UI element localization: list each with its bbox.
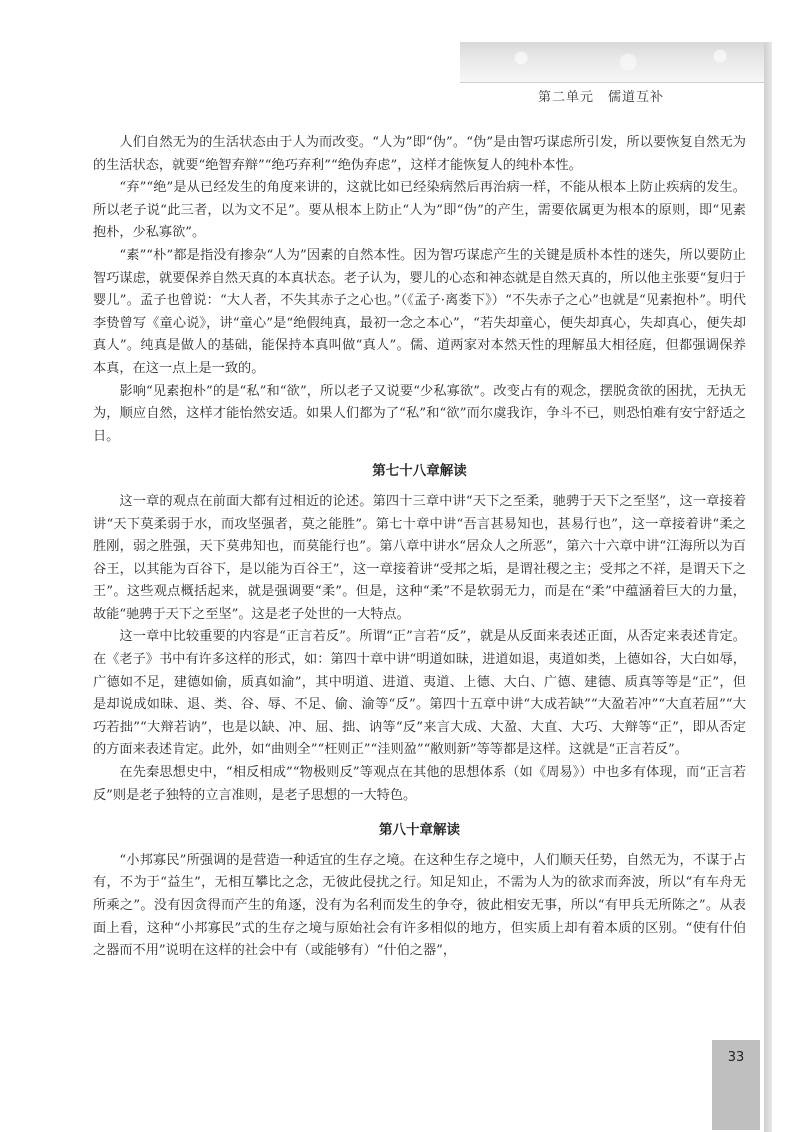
section-heading-78: 第七十八章解读 bbox=[372, 463, 467, 480]
paragraph: 在先秦思想史中，“相反相成”“物极则反”等观点在其他的思想体系（如《周易》）中也多有体现，而“正言若反”则是老子独特的立言准则，是老子思想的一大特色。 bbox=[93, 765, 746, 803]
section-heading-80: 第八十章解读 bbox=[379, 822, 460, 839]
page-number: 33 bbox=[727, 1050, 745, 1065]
page-edge-band bbox=[764, 42, 772, 1132]
paragraph: 这一章的观点在前面大都有过相近的论述。第四十三章中讲“天下之至柔，驰骋于天下之至坚”，这一章接着讲“天下莫柔弱于水，而攻坚强者，莫之能胜”。第七十章中讲“吾言甚易知也，甚易行也”，这一章接着讲“柔之胜刚，弱之胜强，天下莫弗知也，而莫能行也”。第八章中讲水“居众人之所恶”，第六十六章中讲“江海所以为百谷王，以其能为百谷下，是以能为百谷王”，这一章接着讲“受邦之垢，是谓社稷之主；受邦之不祥，是谓天下之王”。这些观点概括起来，就是强调要“柔”。但是，这种“柔”不是软弱无力，而是在“柔”中蕴涵着巨大的力量，故能“驰骋于天下之至坚”。这是老子处世的一大特点。 bbox=[93, 493, 746, 622]
paragraph: “素”“朴”都是指没有掺杂“人为”因素的自然本性。因为智巧谋虑产生的关键是质朴本性的迷失，所以要防止智巧谋虑，就要保养自然天真的本真状态。老子认为，婴儿的心态和神态就是自然天真的，所以他主张要“复归于婴儿”。孟子也曾说：“大人者，不失其赤子之心也。”（《孟子·离娄下》）“不失赤子之心”也就是“见素抱朴”。明代李贽曾写《童心说》，讲“童心”是“绝假纯真，最初一念之本心”，“若失却童心，便失却真心，失却真心，便失却真人”。纯真是做人的基础，能保持本真叫做“真人”。儒、道两家对本然天性的理解虽大相径庭，但都强调保养本真，在这一点上是一致的。 bbox=[93, 247, 746, 376]
page-body bbox=[93, 132, 746, 963]
paragraph: 影响“见素抱朴”的是“私”和“欲”，所以老子又说要“少私寡欲”。改变占有的观念，摆脱贪欲的困扰，无执无为，顺应自然，这样才能怡然安适。如果人们都为了“私”和“欲”而尔虞我诈，争斗不已，则恐怕难有安宁舒适之日。 bbox=[93, 383, 746, 444]
header-decoration bbox=[460, 42, 766, 83]
paragraph: 这一章中比较重要的内容是“正言若反”。所谓“正”言若“反”，就是从反面来表述正面，从否定来表述肯定。在《老子》书中有许多这样的形式，如：第四十章中讲“明道如昧，进道如退，夷道如类，上德如谷，大白如辱，广德如不足，建德如偷，质真如渝”，其中明道、进道、夷道、上德、大白、广德、建德、质真等等是“正”，但是却说成如昧、退、类、谷、辱、不足、偷、渝等“反”。第四十五章中讲“大成若缺”“大盈若冲”“大直若屈”“大巧若拙”“大辩若讷”，也是以缺、冲、屈、拙、讷等“反”来言大成、大盈、大直、大巧、大辩等“正”，即从否定的方面来表述肯定。此外，如“曲则全”“枉则正”“洼则盈”“敝则新”等等都是这样。这就是“正言若反”。 bbox=[93, 629, 746, 758]
running-head: 第二单元 儒道互补 bbox=[538, 90, 665, 105]
paragraph: “小邦寡民”所强调的是营造一种适宜的生存之境。在这种生存之境中，人们顺天任势，自然无为，不谋于占有，不为于“益生”，无相互攀比之念，无彼此侵扰之行。知足知止，不需为人为的欲求而奔波，所以“有车舟无所乘之”。没有因贪得而产生的角逐，没有为名利而发生的争夺，彼此相安无事，所以“有甲兵无所陈之”。从表面上看，这种“小邦寡民”式的生存之境与原始社会有许多相似的地方，但实质上却有着本质的区别。“使有什伯之器而不用”说明在这样的社会中有（或能够有）“什伯之器”， bbox=[93, 852, 746, 959]
paragraph: 人们自然无为的生活状态由于人为而改变。“人为”即“伪”。“伪”是由智巧谋虑所引发，所以要恢复自然无为的生活状态，就要“绝智弃辩”“绝巧弃利”“绝伪弃虑”，这样才能恢复人的纯朴本性。 bbox=[93, 135, 746, 173]
paragraph: “弃”“绝”是从已经发生的角度来讲的，这就比如已经染病然后再治病一样，不能从根本上防止疾病的发生。所以老子说“此三者，以为文不足”。要从根本上防止“人为”即“伪”的产生，需要依属更为根本的原则，即“见素抱朴，少私寡欲”。 bbox=[93, 180, 746, 241]
